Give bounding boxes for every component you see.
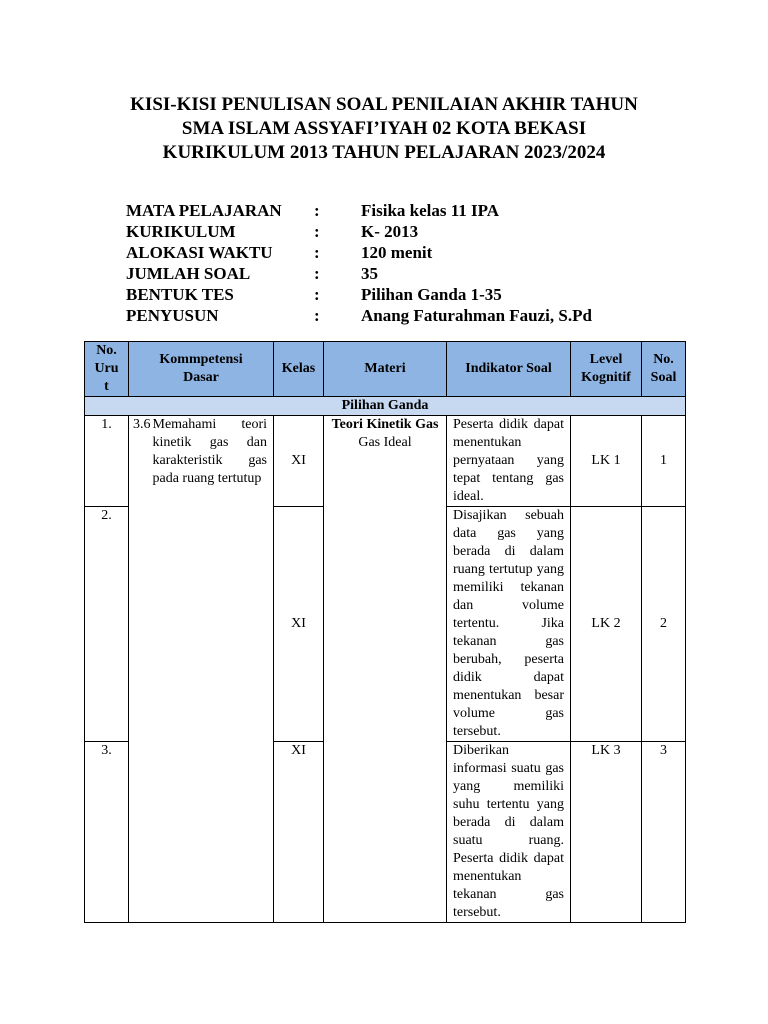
kelas-cell: XI [274, 416, 324, 507]
header-text: t [104, 379, 109, 394]
table-row [85, 416, 686, 507]
row-number: 1. [85, 416, 129, 507]
level-cell: LK 2 [571, 507, 642, 742]
level-cell: LK 1 [571, 416, 642, 507]
meta-row-bentuk-tes [126, 284, 592, 305]
kd-text: Memahami teori kinetik gas dan karakteristik gas pada ruang tertutup [152, 417, 267, 486]
meta-value: K- 2013 [361, 222, 419, 241]
kisi-kisi-table [84, 341, 686, 923]
meta-label: PENYUSUN [126, 306, 219, 325]
header-text: No. [96, 343, 117, 358]
header-kelas: Kelas [274, 342, 324, 397]
header-level-kognitif [571, 342, 642, 397]
kompetensi-dasar-cell [129, 416, 274, 923]
header-no-soal [642, 342, 686, 397]
title-line-1: KISI-KISI PENULISAN SOAL PENILAIAN AKHIR TAHUN [130, 94, 638, 115]
meta-row-alokasi-waktu [126, 242, 592, 263]
header-text: Kommpetensi [159, 352, 243, 367]
no-soal-cell: 2 [642, 507, 686, 742]
materi-topic: Teori Kinetik Gas [331, 417, 439, 432]
header-text: Uru [94, 361, 119, 376]
document-title [0, 93, 768, 165]
no-soal-cell: 1 [642, 416, 686, 507]
meta-row-mata-pelajaran [126, 200, 592, 221]
header-text: Kognitif [581, 370, 631, 385]
table-header-row [85, 342, 686, 397]
meta-label: MATA PELAJARAN [126, 201, 282, 220]
header-text: Soal [650, 370, 677, 385]
meta-colon: : [314, 285, 320, 304]
header-no-urut [85, 342, 129, 397]
meta-value: Fisika kelas 11 IPA [361, 201, 500, 220]
no-soal-cell: 3 [642, 742, 686, 923]
level-cell: LK 3 [571, 742, 642, 923]
row-number: 3. [85, 742, 129, 923]
meta-label: BENTUK TES [126, 285, 234, 304]
meta-colon: : [314, 201, 320, 220]
meta-colon: : [314, 306, 320, 325]
meta-label: KURIKULUM [126, 222, 236, 241]
row-number: 2. [85, 507, 129, 742]
indikator-cell: Peserta didik dapat menentukan pernyataan yang tepat tentang gas ideal. [447, 416, 571, 507]
header-text: Dasar [183, 370, 219, 385]
section-row [85, 397, 686, 416]
title-line-2: SMA ISLAM ASSYAFI’IYAH 02 KOTA BEKASI [181, 118, 587, 139]
indikator-cell: Diberikan informasi suatu gas yang memiliki suhu tertentu yang berada di dalam suatu ruang. Peserta didik dapat menentukan tekanan gas tersebut. [447, 742, 571, 923]
indikator-cell: Disajikan sebuah data gas yang berada di dalam ruang tertutup yang memiliki tekanan dan volume tertentu. Jika tekanan gas berubah, peserta didik dapat menentukan besar volume gas tersebut. [447, 507, 571, 742]
materi-cell [324, 416, 447, 923]
meta-value: 120 menit [361, 243, 433, 262]
subject-info [126, 200, 592, 326]
meta-colon: : [314, 264, 320, 283]
meta-row-kurikulum [126, 221, 592, 242]
meta-value: 35 [361, 264, 378, 283]
meta-row-penyusun [126, 305, 592, 326]
kd-number: 3.6 [133, 417, 151, 432]
materi-subtopic: Gas Ideal [358, 435, 412, 450]
meta-value: Anang Faturahman Fauzi, S.Pd [361, 306, 592, 325]
header-materi: Materi [324, 342, 447, 397]
meta-row-jumlah-soal [126, 263, 592, 284]
meta-value: Pilihan Ganda 1-35 [361, 285, 502, 304]
meta-label: JUMLAH SOAL [126, 264, 251, 283]
header-text: No. [653, 352, 674, 367]
header-text: Level [589, 352, 623, 367]
meta-label: ALOKASI WAKTU [126, 243, 273, 262]
header-indikator-soal: Indikator Soal [447, 342, 571, 397]
kelas-cell: XI [274, 507, 324, 742]
title-line-3: KURIKULUM 2013 TAHUN PELAJARAN 2023/2024 [162, 142, 606, 163]
header-kompetensi-dasar [129, 342, 274, 397]
kelas-cell: XI [274, 742, 324, 923]
meta-colon: : [314, 243, 320, 262]
meta-colon: : [314, 222, 320, 241]
section-label: Pilihan Ganda [85, 397, 686, 416]
